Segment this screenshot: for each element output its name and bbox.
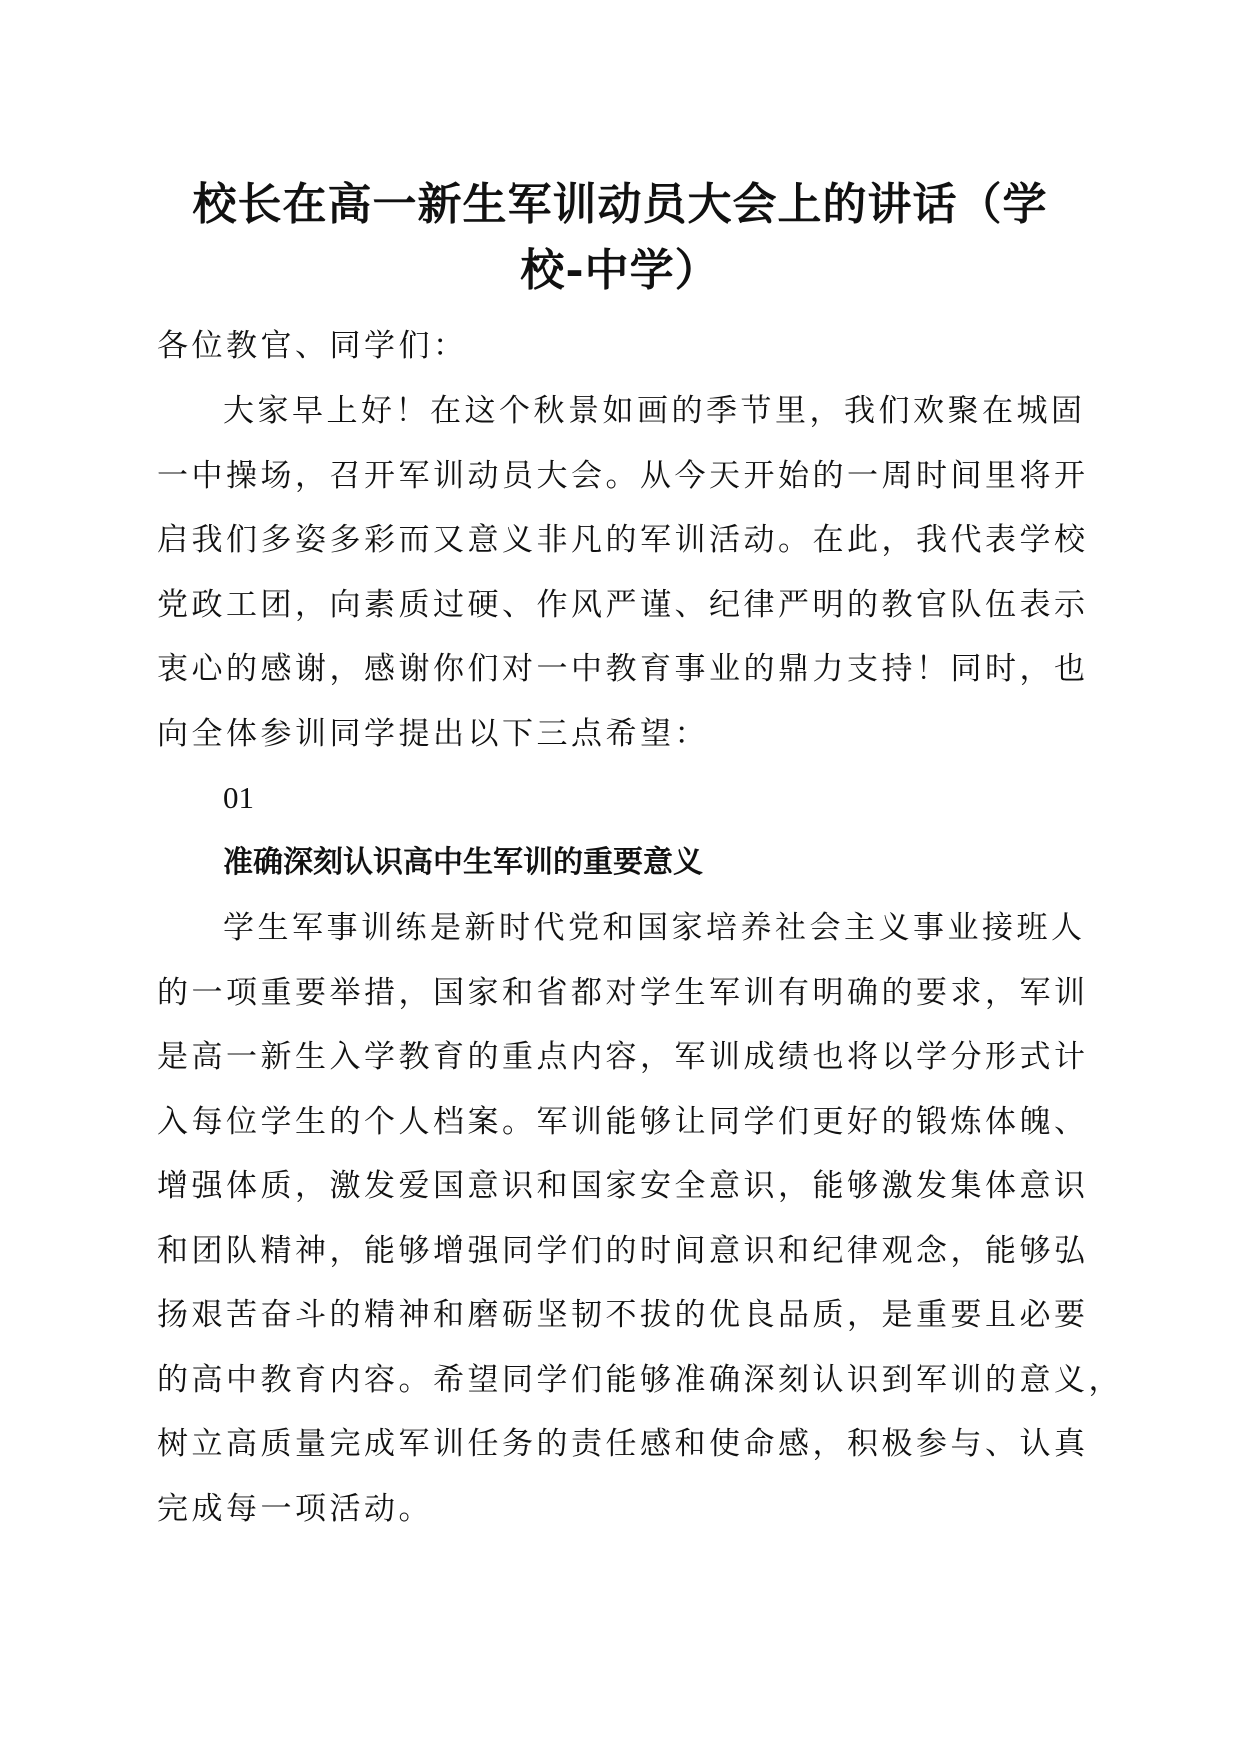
paragraph-line: 是高一新生入学教育的重点内容，军训成绩也将以学分形式计	[157, 1039, 1089, 1075]
paragraph-line: 大家早上好！在这个秋景如画的季节里，我们欢聚在城固	[223, 393, 1086, 429]
paragraph-line: 树立高质量完成军训任务的责任感和使命感，积极参与、认真	[157, 1426, 1089, 1462]
intro-paragraph	[157, 379, 1087, 766]
paragraph-line: 的一项重要举措，国家和省都对学生军训有明确的要求，军训	[157, 974, 1089, 1011]
paragraph-line: 扬艰苦奋斗的精神和磨砺坚韧不拔的优良品质，是重要且必要	[157, 1297, 1089, 1333]
paragraph-line: 学生军事训练是新时代党和国家培养社会主义事业接班人	[223, 910, 1086, 946]
salutation: 各位教官、同学们：	[157, 328, 468, 364]
section-heading: 准确深刻认识高中生军训的重要意义	[223, 845, 703, 880]
document-title	[150, 172, 1090, 304]
document-title-line: 校长在高一新生军训动员大会上的讲话（学	[192, 179, 1048, 230]
paragraph-line: 和团队精神，能够增强同学们的时间意识和纪律观念，能够弘	[157, 1232, 1089, 1269]
section-number: 01	[223, 780, 254, 815]
document-title-line: 校-中学）	[520, 245, 720, 296]
paragraph-line: 完成每一项活动。	[157, 1490, 433, 1527]
paragraph-line: 向全体参训同学提出以下三点希望：	[157, 715, 709, 752]
paragraph-line: 入每位学生的个人档案。军训能够让同学们更好的锻炼体魄、	[157, 1103, 1089, 1140]
section-paragraph	[157, 896, 1123, 1541]
paragraph-line: 的高中教育内容。希望同学们能够准确深刻认识到军训的意义，	[157, 1361, 1123, 1398]
paragraph-line: 党政工团，向素质过硬、作风严谨、纪律严明的教官队伍表示	[157, 586, 1089, 623]
paragraph-line: 衷心的感谢，感谢你们对一中教育事业的鼎力支持！同时，也	[157, 651, 1089, 687]
paragraph-line: 启我们多姿多彩而又意义非凡的军训活动。在此，我代表学校	[157, 522, 1089, 558]
paragraph-line: 增强体质，激发爱国意识和国家安全意识，能够激发集体意识	[157, 1168, 1089, 1204]
paragraph-line: 一中操场，召开军训动员大会。从今天开始的一周时间里将开	[157, 457, 1089, 494]
